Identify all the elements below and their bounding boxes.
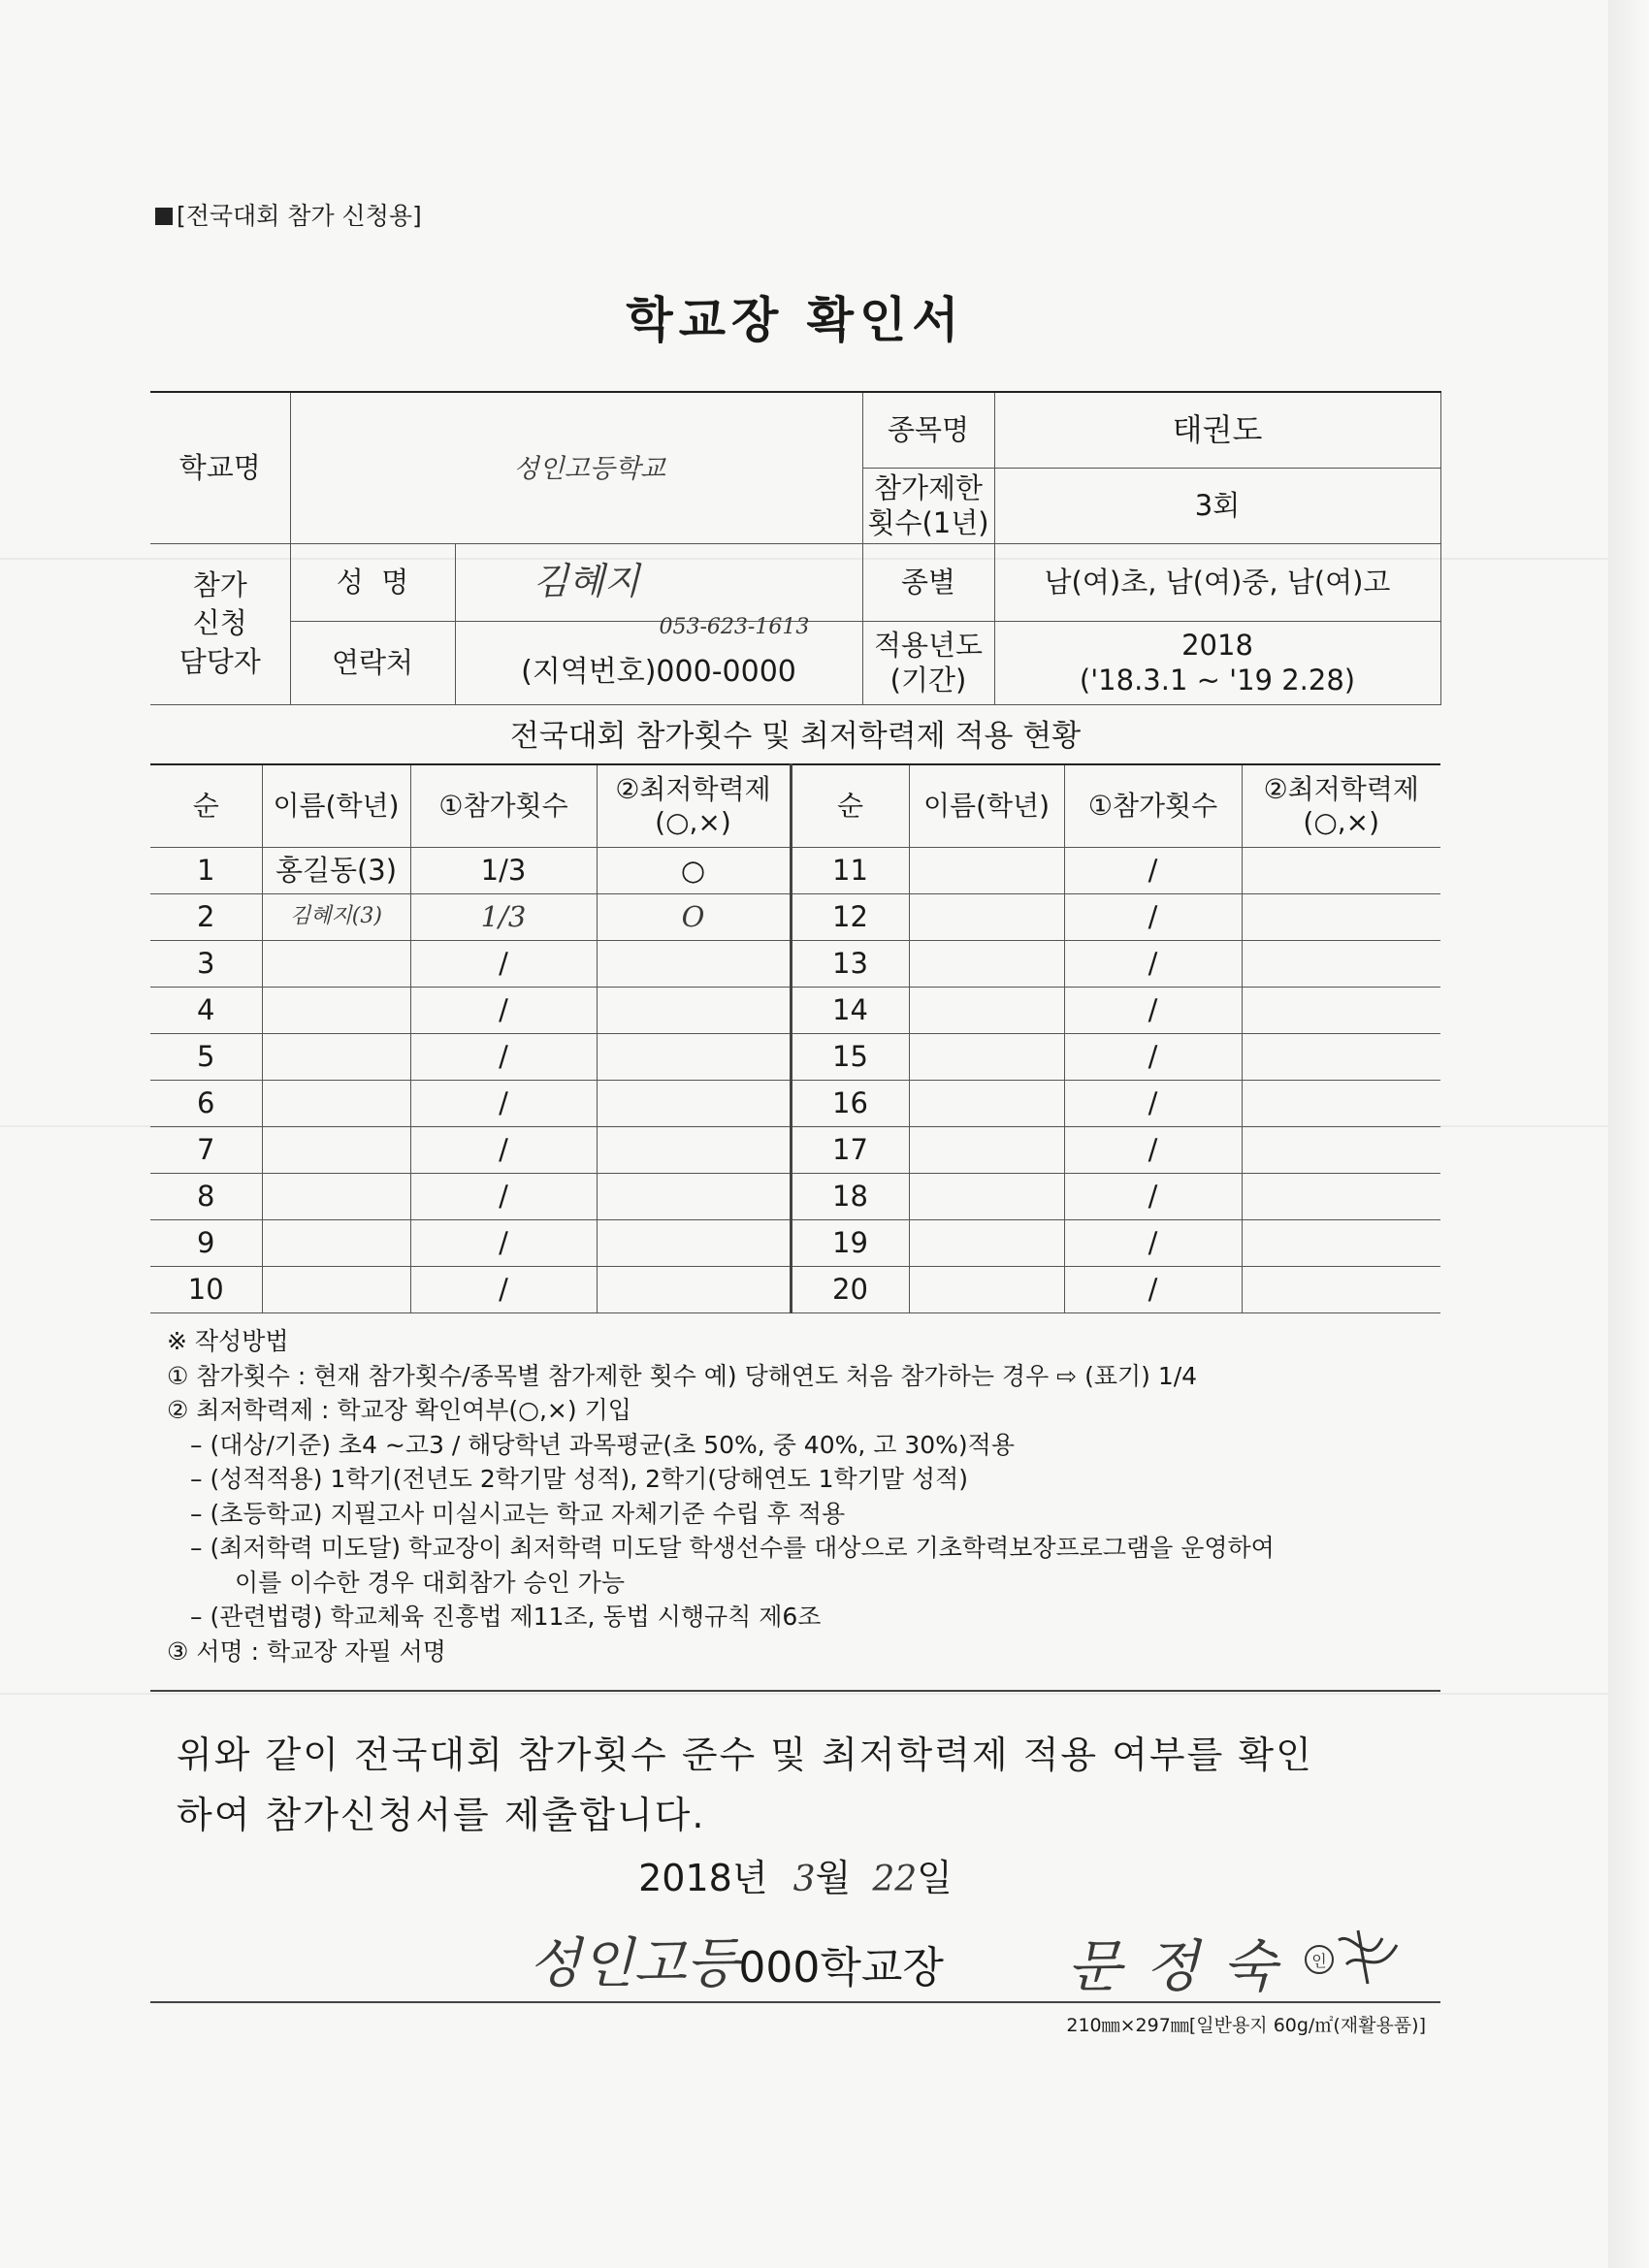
row-academic-right xyxy=(1242,1267,1440,1313)
year-label-line1: 적용년도 xyxy=(873,628,984,662)
school-name-label: 학교명 xyxy=(150,392,290,543)
row-num: 2 xyxy=(150,894,262,941)
school-sign-handwritten: 성인고등 xyxy=(529,1932,739,1995)
instruction-line: – (최저학력 미도달) 학교장이 최저학력 미도달 학생선수를 대상으로 기초학력보장프로그램을 운영하여 xyxy=(190,1534,1275,1562)
row-num: 4 xyxy=(150,988,262,1034)
col-header-name-2: 이름(학년) xyxy=(909,764,1064,848)
row-count: 1/3 xyxy=(410,848,597,894)
row-name-right xyxy=(909,1220,1064,1267)
row-academic-right xyxy=(1242,848,1440,894)
school-signature xyxy=(529,1921,944,1998)
form-tag xyxy=(155,197,422,232)
event-value: 태권도 xyxy=(994,392,1440,468)
row-num-right: 15 xyxy=(791,1034,909,1081)
row-name-right xyxy=(909,1081,1064,1127)
row-num: 8 xyxy=(150,1174,262,1220)
col-header-academic-2 xyxy=(1242,764,1440,848)
row-count-right: / xyxy=(1064,1174,1242,1220)
table-row xyxy=(150,941,1440,988)
limit-label-line2: 횟수(1년) xyxy=(867,506,989,539)
school-sign-printed: 000학교장 xyxy=(738,1943,944,1993)
row-academic-right xyxy=(1242,1220,1440,1267)
paper-spec: 210㎜×297㎜[일반용지 60g/㎡(재활용품)] xyxy=(1066,2015,1426,2036)
date-month-unit: 월 xyxy=(815,1857,852,1899)
declaration-line2: 하여 참가신청서를 제출합니다. xyxy=(177,1794,706,1836)
manager-label-line2: 신청 xyxy=(192,606,247,640)
row-num-right: 11 xyxy=(791,848,909,894)
row-academic-right xyxy=(1242,988,1440,1034)
table-row xyxy=(150,1127,1440,1174)
table-row xyxy=(150,848,1440,894)
table-row xyxy=(150,1220,1440,1267)
col-header-academic-2-line1: ②최저학력제 xyxy=(1263,773,1419,806)
row-name xyxy=(262,1220,410,1267)
row-num: 6 xyxy=(150,1081,262,1127)
row-academic xyxy=(597,1267,791,1313)
form-tag-text: [전국대회 참가 신청용] xyxy=(177,202,422,230)
school-name-value: 성인고등학교 xyxy=(513,453,665,484)
row-academic-right xyxy=(1242,1174,1440,1220)
row-num-right: 12 xyxy=(791,894,909,941)
instruction-line: – (대상/기준) 초4 ~고3 / 해당학년 과목평균(초 50%, 중 40%, 고 30%)적용 xyxy=(190,1430,1015,1459)
row-num: 3 xyxy=(150,941,262,988)
row-count: 1/3 xyxy=(410,894,597,941)
contact-label: 연락처 xyxy=(290,621,455,704)
instruction-line: ※ 작성방법 xyxy=(167,1327,289,1355)
year-label-line2: (기간) xyxy=(889,664,967,697)
row-academic-right xyxy=(1242,1081,1440,1127)
row-num: 5 xyxy=(150,1034,262,1081)
manager-label-line3: 담당자 xyxy=(178,644,261,678)
row-num-right: 16 xyxy=(791,1081,909,1127)
square-bullet-icon xyxy=(155,208,173,225)
limit-label-line1: 참가제한 xyxy=(873,470,984,504)
table-header-row xyxy=(150,764,1440,848)
divider-top xyxy=(150,1690,1440,1692)
instruction-line: – (초등학교) 지필고사 미실시교는 학교 자체기준 수립 후 적용 xyxy=(190,1499,846,1528)
date-day-unit: 일 xyxy=(917,1857,953,1899)
table-row xyxy=(150,1174,1440,1220)
principal-signature: 문정숙 xyxy=(1067,1933,1301,1999)
row-academic xyxy=(597,941,791,988)
table-row xyxy=(150,1267,1440,1313)
row-count-right: / xyxy=(1064,1081,1242,1127)
row-count-right: / xyxy=(1064,1220,1242,1267)
instruction-line: 이를 이수한 경우 대회참가 승인 가능 xyxy=(235,1568,625,1597)
row-count-right: / xyxy=(1064,894,1242,941)
row-academic-right xyxy=(1242,941,1440,988)
row-academic-right xyxy=(1242,1127,1440,1174)
row-count: / xyxy=(410,1034,597,1081)
row-num-right: 14 xyxy=(791,988,909,1034)
row-name xyxy=(262,941,410,988)
instruction-line: ① 참가횟수 : 현재 참가횟수/종목별 참가제한 횟수 예) 당해연도 처음 참가하는 경우 ⇨ (표기) 1/4 xyxy=(167,1361,1198,1390)
seal-text: 인 xyxy=(1311,1952,1327,1970)
row-count-right: / xyxy=(1064,848,1242,894)
row-num: 1 xyxy=(150,848,262,894)
col-header-academic xyxy=(597,764,791,848)
row-count: / xyxy=(410,1267,597,1313)
row-name xyxy=(262,1081,410,1127)
date-day-num: 22 xyxy=(872,1860,918,1899)
row-academic-right xyxy=(1242,1034,1440,1081)
table-row xyxy=(150,1081,1440,1127)
instruction-line: – (성적적용) 1학기(전년도 2학기말 성적), 2학기(당해연도 1학기말 성적) xyxy=(190,1465,968,1493)
participation-table xyxy=(150,763,1440,1313)
table-row xyxy=(150,1034,1440,1081)
row-count-right: / xyxy=(1064,1267,1242,1313)
col-header-academic-line1: ②최저학력제 xyxy=(615,773,771,806)
row-name: 홍길동(3) xyxy=(262,848,410,894)
row-num-right: 18 xyxy=(791,1174,909,1220)
row-name-right xyxy=(909,1267,1064,1313)
row-name-right xyxy=(909,941,1064,988)
category-label: 종별 xyxy=(862,543,994,621)
row-count: / xyxy=(410,1081,597,1127)
col-header-num-2: 순 xyxy=(791,764,909,848)
row-num-right: 19 xyxy=(791,1220,909,1267)
divider-bottom xyxy=(150,2001,1440,2003)
row-name-right xyxy=(909,1174,1064,1220)
row-academic-right xyxy=(1242,894,1440,941)
row-num-right: 20 xyxy=(791,1267,909,1313)
date-month-num: 3 xyxy=(792,1860,816,1899)
row-name: 김혜지(3) xyxy=(262,894,410,941)
row-num-right: 13 xyxy=(791,941,909,988)
row-academic xyxy=(597,988,791,1034)
row-count: / xyxy=(410,941,597,988)
year-value: 2018 xyxy=(1181,628,1253,662)
row-academic: ○ xyxy=(597,848,791,894)
limit-value: 3회 xyxy=(994,468,1440,543)
row-academic xyxy=(597,1174,791,1220)
row-academic: O xyxy=(597,894,791,941)
col-header-academic-2-line2: (○,×) xyxy=(1303,806,1380,838)
instruction-line: – (관련법령) 학교체육 진흥법 제11조, 동법 시행규칙 제6조 xyxy=(190,1603,822,1631)
table-row xyxy=(150,988,1440,1034)
contact-printed-value: (지역번호)000-0000 xyxy=(521,655,796,690)
row-academic xyxy=(597,1034,791,1081)
row-academic xyxy=(597,1081,791,1127)
event-label: 종목명 xyxy=(862,392,994,468)
row-count-right: / xyxy=(1064,988,1242,1034)
instructions xyxy=(167,1324,1447,1669)
row-count-right: / xyxy=(1064,941,1242,988)
col-header-count: ①참가횟수 xyxy=(410,764,597,848)
manager-label-line1: 참가 xyxy=(192,568,247,602)
col-header-academic-line2: (○,×) xyxy=(655,806,731,838)
col-header-count-2: ①참가횟수 xyxy=(1064,764,1242,848)
row-count: / xyxy=(410,1127,597,1174)
row-name xyxy=(262,1267,410,1313)
declaration xyxy=(177,1725,1313,1845)
row-count: / xyxy=(410,988,597,1034)
row-num: 10 xyxy=(150,1267,262,1313)
row-name-right xyxy=(909,1034,1064,1081)
row-name-right xyxy=(909,1127,1064,1174)
row-count: / xyxy=(410,1174,597,1220)
instruction-line: ③ 서명 : 학교장 자필 서명 xyxy=(167,1636,446,1666)
date-year: 2018년 xyxy=(638,1857,768,1899)
period-value: ('18.3.1 ~ '19 2.28) xyxy=(1079,664,1356,697)
col-header-num: 순 xyxy=(150,764,262,848)
row-name-right xyxy=(909,894,1064,941)
row-name xyxy=(262,1127,410,1174)
row-academic xyxy=(597,1127,791,1174)
row-name xyxy=(262,1034,410,1081)
name-label: 성 명 xyxy=(290,543,455,621)
contact-handwritten-value: 053-623-1613 xyxy=(659,614,810,639)
instruction-line: ② 최저학력제 : 학교장 확인여부(○,×) 기입 xyxy=(167,1396,631,1424)
seal-stamp-icon xyxy=(1300,1911,1406,1998)
row-num-right: 17 xyxy=(791,1127,909,1174)
row-name-right xyxy=(909,848,1064,894)
declaration-line1: 위와 같이 전국대회 참가횟수 준수 및 최저학력제 적용 여부를 확인 xyxy=(177,1733,1313,1776)
manager-name-value: 김혜지 xyxy=(533,560,640,603)
document-title: 학교장 확인서 xyxy=(626,292,965,348)
header-info-table xyxy=(150,391,1441,705)
col-header-name: 이름(학년) xyxy=(262,764,410,848)
table-row xyxy=(150,894,1440,941)
row-count-right: / xyxy=(1064,1127,1242,1174)
row-num: 7 xyxy=(150,1127,262,1174)
row-count-right: / xyxy=(1064,1034,1242,1081)
row-name xyxy=(262,988,410,1034)
row-name xyxy=(262,1174,410,1220)
section-title: 전국대회 참가횟수 및 최저학력제 적용 현황 xyxy=(509,719,1082,754)
category-value: 남(여)초, 남(여)중, 남(여)고 xyxy=(994,543,1440,621)
row-num: 9 xyxy=(150,1220,262,1267)
document-date xyxy=(0,1848,1591,1901)
row-academic xyxy=(597,1220,791,1267)
row-count: / xyxy=(410,1220,597,1267)
row-name-right xyxy=(909,988,1064,1034)
